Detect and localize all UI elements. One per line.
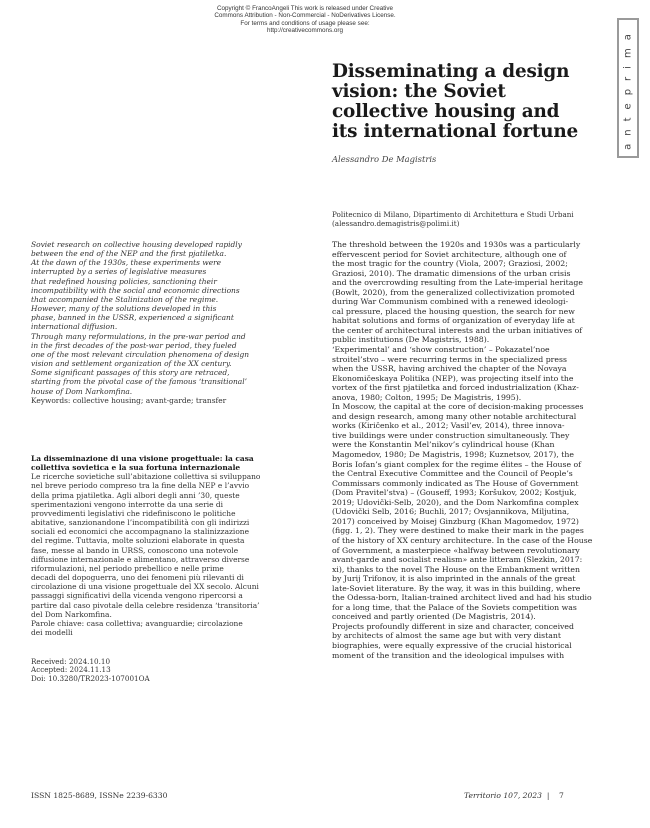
text-line: of Government, a masterpiece «halfway between revolutionary xyxy=(332,545,580,555)
text-line: 2017) conceived by Moisej Ginzburg (Khan Magomedov, 1972) xyxy=(332,516,579,526)
text-line: cal pressure, placed the housing question, the search for new xyxy=(332,306,575,316)
text-line: by Jurij Trifonov, it is also imprinted in the annals of the great xyxy=(332,574,576,584)
text-line: vortex of the first pjatiletka and forced industrialization (Khaz- xyxy=(332,383,579,393)
text-line: incompatibility with the social and economic directions xyxy=(31,285,240,295)
text-line: At the dawn of the 1930s, these experiments were xyxy=(31,258,222,268)
page-number: 7 xyxy=(559,791,564,800)
abstract-italian xyxy=(31,454,301,637)
text-line: Some significant passages of this story are retraced, xyxy=(31,368,230,378)
title-line: vision: the Soviet xyxy=(332,81,506,102)
text-line: sperimentazioni vengono interrotte da una serie di xyxy=(31,499,224,509)
text-line: effervescent period for Soviet architecture, although one of xyxy=(332,249,567,259)
text-line: Projects profoundly different in size and character, conceived xyxy=(332,621,574,631)
text-line: abitative, sanzionandone l’incompatibilità con gli indirizzi xyxy=(31,518,250,528)
text-line: provvedimenti legislativi che ridefiniscono le politiche xyxy=(31,508,236,518)
text-line: the center of architectural interests and the urban initiatives of xyxy=(332,325,583,335)
text-line: of the history of XX century architecture. In the case of the House xyxy=(332,535,593,545)
journal-issue: Territorio 107, 2023 xyxy=(464,791,542,800)
text-line: the Central Executive Committee and the Council of People’s xyxy=(332,469,573,479)
text-line: Soviet research on collective housing developed rapidly xyxy=(31,240,242,249)
keywords-english: Keywords: collective housing; avant-garde; transfer xyxy=(31,395,227,405)
text-line: avant-garde and socialist realism» ante litteram (Slezkin, 2017: xyxy=(332,555,583,565)
license-notice xyxy=(190,5,420,35)
text-line: collettiva sovietica e la sua fortuna internazionale xyxy=(31,463,241,473)
text-line: passaggi significativi della vicenda vengono ripercorsi a xyxy=(31,591,243,601)
text-line: habitat solutions and forms of organization of everyday life at xyxy=(332,316,575,326)
abstract-english xyxy=(31,240,301,405)
footer-journal xyxy=(464,791,564,800)
text-line: However, many of the solutions developed in this xyxy=(31,304,217,314)
text-line: and the overcrowding resulting from the Late-imperial heritage xyxy=(332,278,583,288)
text-line: that redefined housing policies, sanctioning their xyxy=(31,276,217,286)
license-line: Copyright © FrancoAngeli This work is released under Creative xyxy=(216,5,394,12)
text-line: nel breve periodo compreso tra la fine della NEP e l’avvio xyxy=(31,481,250,491)
text-line: during War Communism combined with a renewed ideologi- xyxy=(332,297,569,307)
text-line: one of the most relevant circulation phenomena of design xyxy=(31,349,250,359)
text-line: between the end of the NEP and the first pjatiletka. xyxy=(31,249,227,259)
title-line: collective housing and xyxy=(332,101,560,122)
text-line: vision and settlement organization of the XX century. xyxy=(31,359,232,369)
text-line: for a long time, that the Palace of the Soviets competition was xyxy=(332,602,577,612)
text-line: stroitel’stvo – were recurring terms in the specialized press xyxy=(332,354,567,364)
text-line: riformulazioni, nel periodo prebellico e nelle prime xyxy=(31,563,224,573)
text-line: (Udovički Selb, 2016; Buchli, 2017; Ovsjannikova, Miljutina, xyxy=(332,507,570,517)
text-line: fase, messe al bando in URSS, conoscono una notevole xyxy=(31,545,239,555)
text-line: 2019; Udovički-Selb, 2020), and the Dom Narkomfina complex xyxy=(332,497,579,507)
text-line: La disseminazione di una visione progettuale: la casa xyxy=(31,454,254,463)
text-line: works (Kiričenko et al., 2012; Vasil’ev, 2014), three innova- xyxy=(332,421,565,431)
text-line: partire dal caso pivotale della celebre residenza ‘transitoria’ xyxy=(31,600,260,610)
text-line: (figg. 1, 2). They were destined to make their mark in the pages xyxy=(332,526,584,536)
text-line: In Moscow, the capital at the core of decision-making processes xyxy=(332,402,584,412)
text-line: del regime. Tuttavia, molte soluzioni elaborate in questa xyxy=(31,536,245,546)
text-line: Boris Iofan’s giant complex for the regime élites – the House of xyxy=(332,459,582,469)
text-line: the most tragic for the country (Viola, 2007; Graziosi, 2002; xyxy=(332,259,568,269)
text-line: The threshold between the 1920s and 1930s was a particularly xyxy=(332,240,581,249)
article-title xyxy=(332,62,622,142)
text-line: ‘Experimental’ and ‘show construction’ – Pokazatel’noe xyxy=(332,345,550,355)
text-line: Through many reformulations, in the pre-war period and xyxy=(31,331,246,341)
text-line: phase, banned in the USSR, experienced a significant xyxy=(31,313,234,323)
license-link[interactable]: http://creativecommons.org xyxy=(267,27,343,35)
received-date: Received: 2024.10.10 xyxy=(31,657,111,666)
accepted-date: Accepted: 2024.11.13 xyxy=(31,665,111,675)
text-line: international diffusion. xyxy=(31,322,118,332)
footer-separator: | xyxy=(546,791,550,800)
text-line: xi), thanks to the novel The House on the Embankment written xyxy=(332,564,580,574)
text-line: biographies, were equally expressive of the crucial historical xyxy=(332,640,572,650)
text-line: tive buildings were under construction simultaneously. They xyxy=(332,430,570,440)
text-line: Magomedov, 1980; De Magistris, 1998; Kuznetsov, 2017), the xyxy=(332,450,574,460)
preview-label: anteprima xyxy=(622,26,634,150)
author-affiliation xyxy=(332,210,574,228)
text-line: (Dom Pravitel’stva) – (Gouseff, 1993; Koršukov, 2002; Kostjuk, xyxy=(332,488,577,498)
text-line: dei modelli xyxy=(31,627,73,637)
footer-issn: ISSN 1825-8689, ISSNe 2239-6330 xyxy=(31,791,168,800)
text-line: and design research, among many other notable architectural xyxy=(332,411,577,421)
affiliation-email: (alessandro.demagistris@polimi.it) xyxy=(332,219,460,229)
text-line: diffusione internazionale e alimentano, attraverso diverse xyxy=(31,554,250,564)
title-line: its international fortune xyxy=(332,121,578,142)
text-line: Graziosi, 2010). The dramatic dimensions of the urban crisis xyxy=(332,268,571,278)
license-line: Commons Attribution - Non-Commercial - NoDerivatives License. xyxy=(214,12,396,20)
article-author: Alessandro De Magistris xyxy=(332,154,437,164)
text-line: Ekonomičeskaya Politika (NEP), was projecting itself into the xyxy=(332,373,574,383)
text-line: decadi del dopoguerra, uno dei fenomeni più rilevanti di xyxy=(31,573,244,583)
text-line: del Dom Narkomfina. xyxy=(31,609,112,619)
text-line: starting from the pivotal case of the famous ‘transitional’ xyxy=(31,377,247,387)
text-line: late-Soviet literature. By the way, it was in this building, where xyxy=(332,583,581,593)
doi: Doi: 10.3280/TR2023-107001OA xyxy=(31,673,150,683)
text-line: Commissars commonly indicated as The House of Government xyxy=(332,478,579,488)
article-body xyxy=(332,240,622,660)
affiliation-line: Politecnico di Milano, Dipartimento di Architettura e Studi Urbani xyxy=(332,210,574,219)
text-line: Parole chiave: casa collettiva; avanguardie; circolazione xyxy=(31,618,243,628)
text-line: public institutions (De Magistris, 1988). xyxy=(332,335,490,345)
article-dates xyxy=(31,658,150,683)
title-line: Disseminating a design xyxy=(332,61,570,82)
text-line: Le ricerche sovietiche sull’abitazione collettiva si sviluppano xyxy=(31,472,261,482)
text-line: anova, 1980; Colton, 1995; De Magistris, 1995). xyxy=(332,392,522,402)
text-line: sociali ed economici che accompagnano la stalinizzazione xyxy=(31,527,249,537)
text-line: della prima pjatiletka. Agli albori degli anni ’30, queste xyxy=(31,490,240,500)
text-line: were the Konstantin Mel’nikov’s cylindrical house (Khan xyxy=(332,440,555,450)
text-line: by architects of almost the same age but with very distant xyxy=(332,631,561,641)
text-line: interrupted by a series of legislative measures xyxy=(31,267,207,277)
text-line: conceived and partly oriented (De Magistris, 2014). xyxy=(332,612,536,622)
license-line: For terms and conditions of usage please see: xyxy=(240,19,370,27)
text-line: that accompanied the Stalinization of the regime. xyxy=(31,294,219,304)
text-line: the Odessa-born, Italian-trained architect lived and had his studio xyxy=(332,593,592,603)
text-line: (Bowlt, 2020), from the generalized collectivization promoted xyxy=(332,287,575,297)
text-line: in the first decades of the post-war period, they fueled xyxy=(31,340,237,350)
text-line: house of Dom Narkomfina. xyxy=(31,386,133,396)
text-line: circolazione di una visione progettuale del XX secolo. Alcuni xyxy=(31,582,259,592)
text-line: moment of the transition and the ideological impulses with xyxy=(332,650,565,660)
text-line: when the USSR, having archived the chapter of the Novaya xyxy=(332,364,567,374)
